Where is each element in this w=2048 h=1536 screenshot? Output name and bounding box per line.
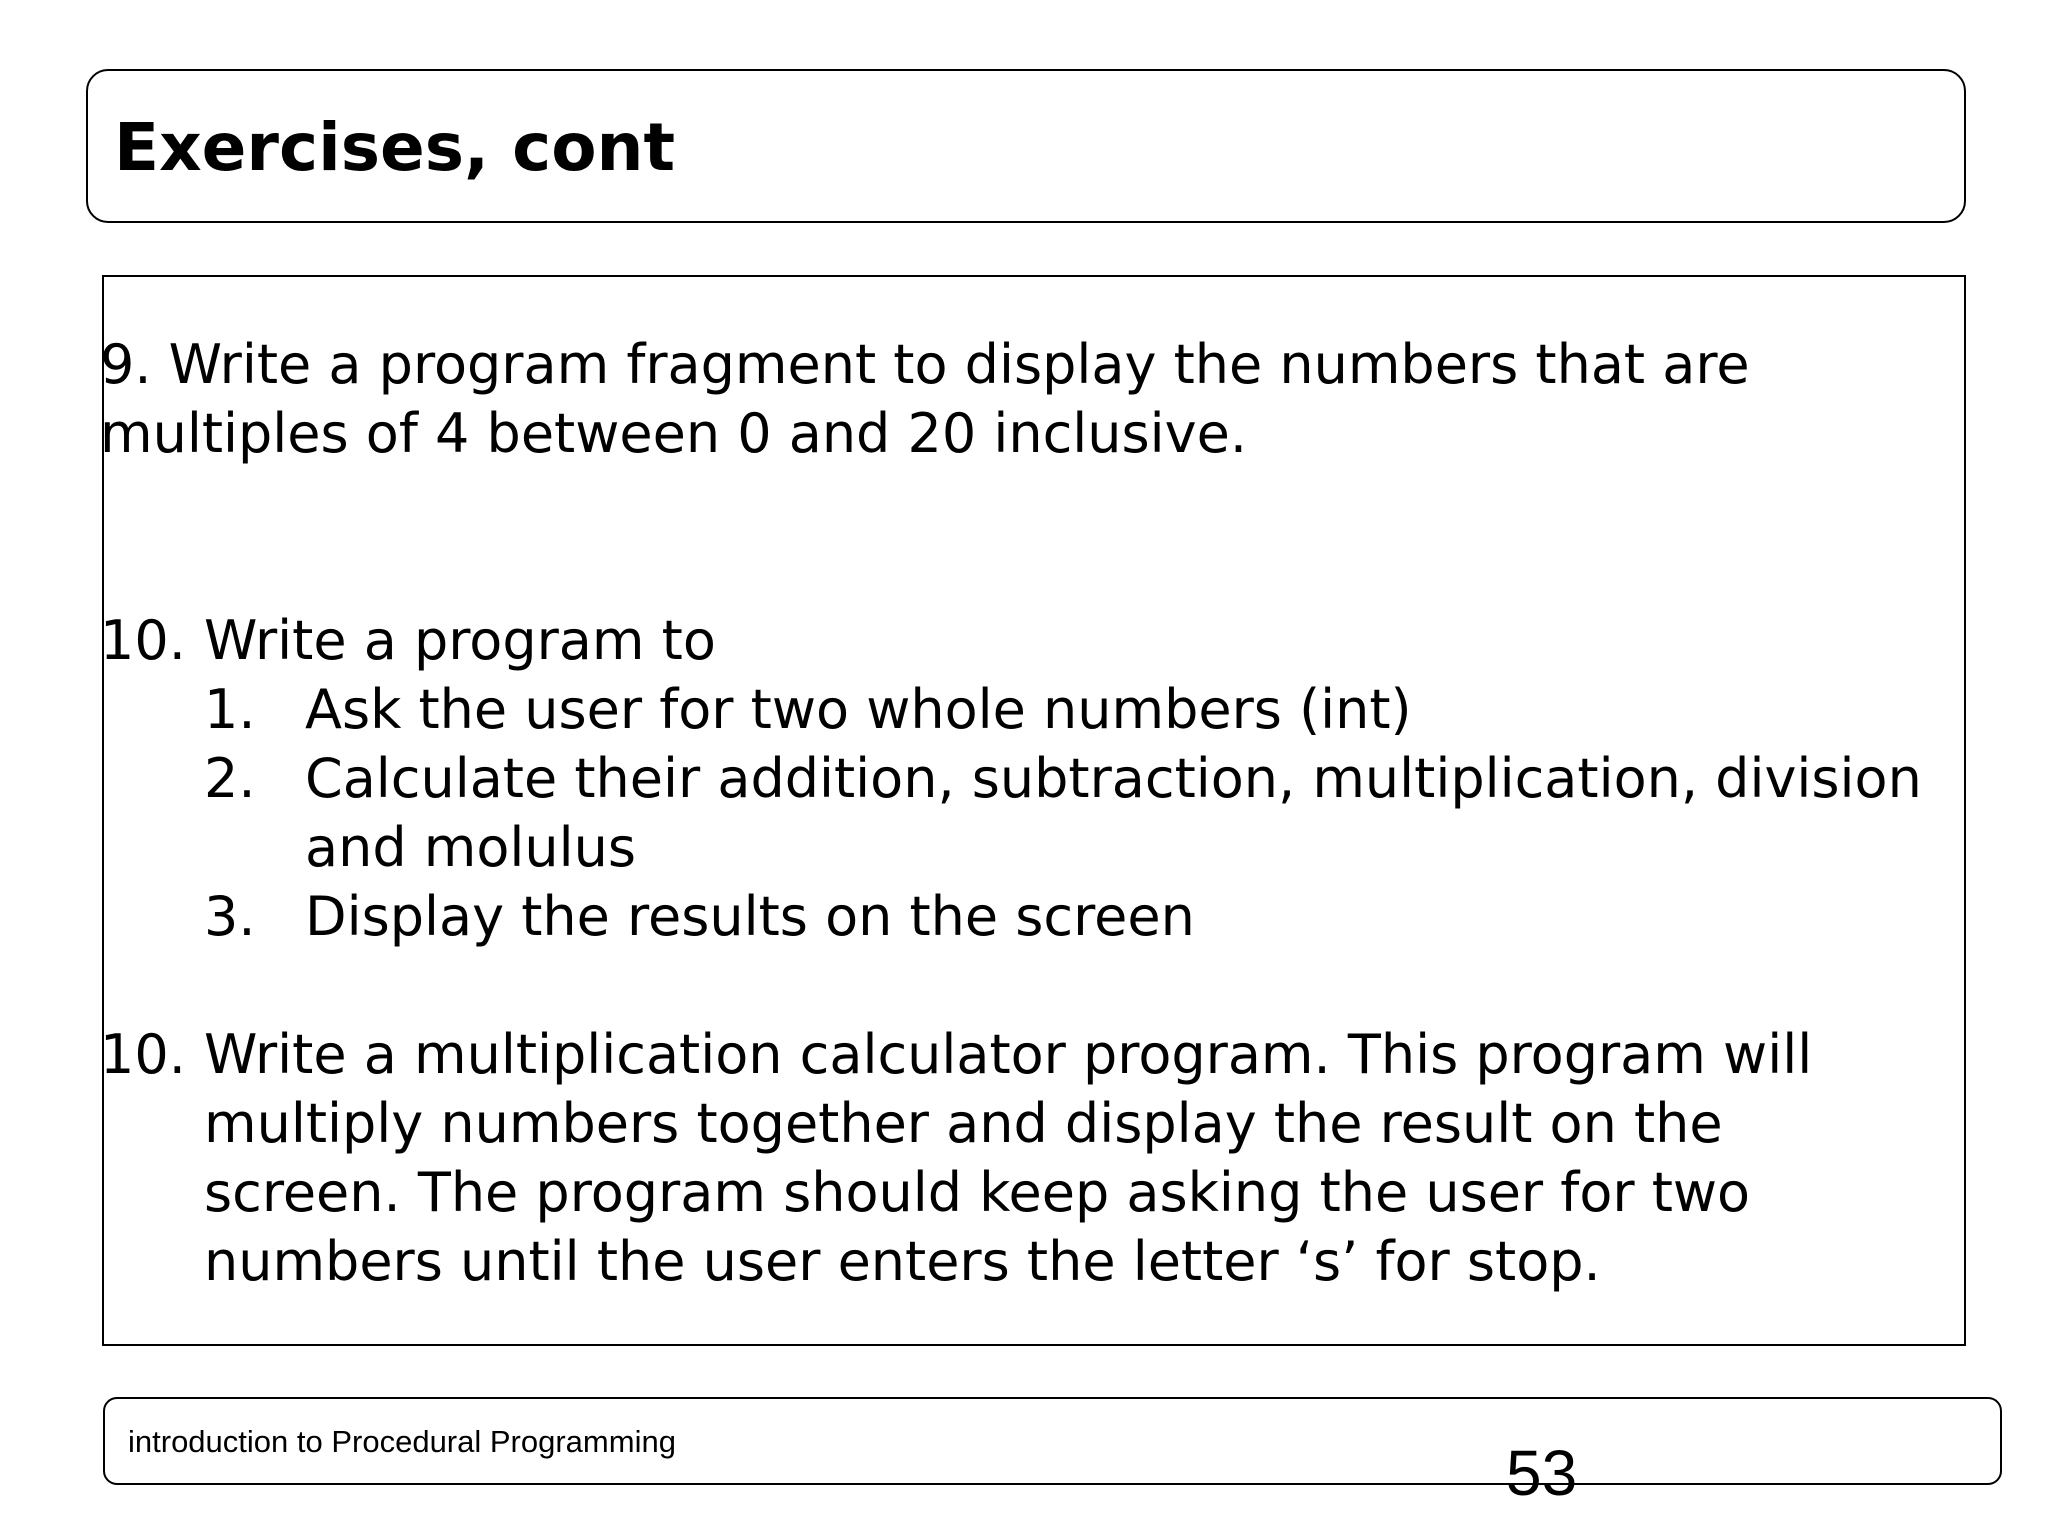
exercise-10a-intro (100, 606, 1920, 675)
step-3-text: Display the results on the screen (305, 885, 1195, 948)
footer-text: introduction to Procedural Programming (128, 1424, 676, 1459)
exercise-9-line-1: 9. Write a program fragment to display the numbers that are (100, 333, 1750, 396)
exercise-10a-step-3 (100, 882, 1920, 951)
spacer (100, 468, 1920, 606)
exercise-10b-line-2: multiply numbers together and display the result on the (204, 1092, 1723, 1155)
page-number: 53 (1506, 1437, 1578, 1509)
step-1-number: 1. (204, 678, 256, 741)
step-1-text: Ask the user for two whole numbers (int) (305, 678, 1412, 741)
step-2-text-line-2: and molulus (305, 816, 636, 879)
slide-content (100, 330, 1920, 1296)
exercise-10b-number: 10. (100, 1023, 186, 1086)
exercise-10a-step-1 (100, 675, 1920, 744)
slide-title: Exercises, cont (114, 109, 676, 186)
exercise-9-line-2: multiples of 4 between 0 and 20 inclusive. (100, 402, 1247, 465)
step-2-number: 2. (204, 747, 256, 810)
spacer (100, 951, 1920, 1020)
step-2-text-line-1: Calculate their addition, subtraction, multiplication, division (305, 747, 1922, 810)
exercise-10b-line-3: screen. The program should keep asking the user for two (204, 1161, 1751, 1224)
step-3-number: 3. (204, 885, 256, 948)
exercise-10a-number: 10. (100, 609, 186, 672)
exercise-10b-line-1 (100, 1020, 1920, 1089)
exercise-10b-line-4: numbers until the user enters the letter ‘s’ for stop. (204, 1230, 1601, 1293)
exercise-10a-step-2 (100, 744, 1920, 813)
exercise-10a-intro-text: Write a program to (204, 609, 716, 672)
exercise-10b-text-line-1: Write a multiplication calculator program. This program will (204, 1023, 1813, 1086)
